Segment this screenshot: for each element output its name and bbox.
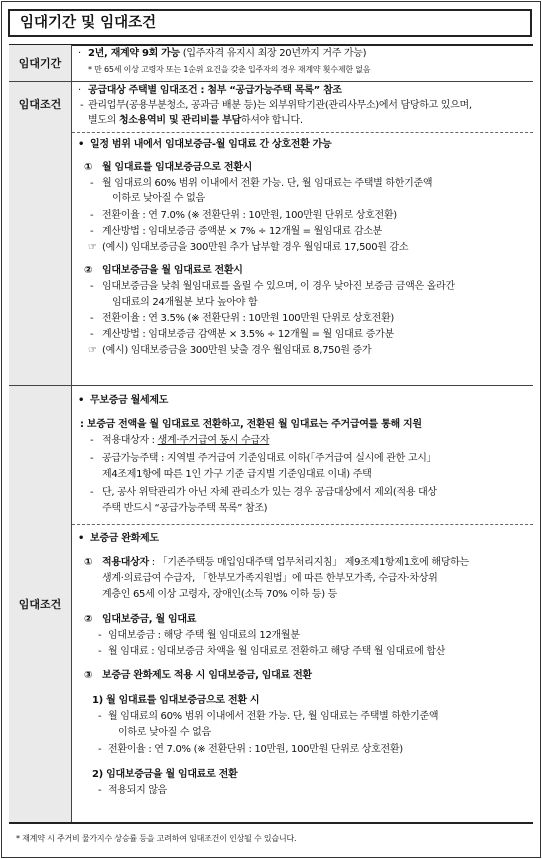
dash: - — [90, 178, 94, 189]
condition-label-2: 임대조건 — [9, 386, 71, 822]
sec2-line-3: 계산방법 : 임대보증금 감액분 × 3.5% ÷ 12개월 = 월 임대료 증가분 — [102, 329, 394, 340]
sec1-line-3: 계산방법 : 임대보증금 증액분 × 7% ÷ 12개월 = 월임대료 감소분 — [102, 226, 383, 237]
dash: - — [90, 226, 94, 237]
dash: - — [90, 487, 94, 498]
relief-b-title: 임대보증금, 월 임대료 — [102, 614, 197, 625]
column-divider — [71, 45, 72, 822]
section-number: ② — [84, 265, 93, 276]
bullet: · — [78, 48, 81, 59]
section-1-title: 월 임대료를 임대보증금으로 전환시 — [102, 162, 252, 173]
dashed-separator — [72, 524, 533, 525]
table-bottom-border — [9, 822, 533, 824]
sec1-line-1b: 이하로 낮아질 수 없음 — [112, 193, 205, 204]
section-number: ② — [84, 614, 93, 625]
dash: - — [98, 744, 102, 755]
condition-label: 임대조건 — [9, 82, 71, 385]
section-number: ③ — [84, 670, 93, 681]
sec1-line-1: 월 임대료의 60% 범위 이내에서 전환 가능. 단, 월 임대료는 주택별 하한기준액 — [102, 178, 433, 189]
relief-c2-title: 2) 임대보증금을 월 임대료로 전환 — [92, 769, 238, 780]
dashed-separator — [72, 132, 533, 133]
sec2-line-2: 전환이율 : 연 3.5% (※ 전환단위 : 10만원 100만원 단위로 상호전환) — [102, 313, 394, 324]
supply-house-2: 제4조제1항에 따른 1인 가구 기준 급지별 기준임대료 이내) 주택 — [102, 469, 372, 480]
relief-target-3: 계층인 65세 이상 고령자, 장애인(소득 70% 이하 등) 등 — [102, 589, 338, 600]
footnote: * 재계약 시 주거비 물가지수 상승률 등을 고려하여 임대조건이 인상될 수 있습니다. — [16, 834, 297, 843]
relief-c1-2: 전환이율 : 연 7.0% (※ 전환단위 : 10만원, 100만원 단위로 상호전환) — [108, 744, 403, 755]
section-number: ① — [84, 557, 93, 568]
relief-target-2: 생계·의료급여 수급자, 「한부모가족지원법」에 따른 한부모가족, 수급자·차상위 — [102, 573, 438, 584]
bullet: · — [78, 85, 81, 96]
page-title: 임대기간 및 임대조건 — [8, 9, 532, 37]
dash: - — [90, 435, 94, 446]
relief-c1-title: 1) 월 임대료를 임대보증금으로 전환 시 — [92, 695, 260, 706]
period-label: 임대기간 — [9, 45, 71, 81]
management-line-1: 관리업무(공용부분청소, 공과금 배분 등)는 외부위탁기관(관리사무소)에서 담당하고 있으며, — [88, 100, 472, 111]
dash: - — [98, 630, 102, 641]
bullet: • — [78, 139, 85, 150]
dash: - — [98, 711, 102, 722]
relief-target-1: 적용대상자 : 「기존주택등 매입임대주택 업무처리지침」 제9조제1항제1호에 해당하는 — [102, 557, 469, 568]
period-main: 2년, 재계약 9회 가능 (입주자격 유지시 최장 20년까지 거주 가능) — [88, 48, 367, 59]
dash: - — [90, 329, 94, 340]
dash: - — [98, 646, 102, 657]
supply-condition: 공급대상 주택별 임대조건 : 첨부 “공급가능주택 목록” 참조 — [88, 85, 342, 96]
no-deposit-title: 무보증금 월세제도 — [90, 395, 169, 406]
exception-1: 단, 공사 위탁관리가 아닌 자체 관리소가 있는 경우 공급대상에서 제외(적용 대상 — [102, 487, 437, 498]
relief-title: 보증금 완화제도 — [90, 533, 159, 544]
period-note: * 만 65세 이상 고령자 또는 1순위 요건을 갖춘 입주자의 경우 재계약 횟수제한 없음 — [88, 65, 371, 74]
sec2-line-1: 임대보증금을 낮춰 월임대료를 올릴 수 있으며, 이 경우 낮아진 보증금 금액은 올라간 — [102, 281, 455, 292]
relief-c1-1: 월 임대료의 60% 범위 이내에서 전환 가능. 단, 월 임대료는 주택별 하한기준액 — [108, 711, 439, 722]
dash: - — [80, 100, 84, 111]
relief-b-1: 임대보증금 : 해당 주택 월 임대료의 12개월분 — [108, 630, 300, 641]
dash: - — [90, 210, 94, 221]
row-divider — [9, 385, 533, 386]
supply-house-1: 공급가능주택 : 지역별 주거급여 기준임대료 이하(「주거급여 실시에 관한 고시」 — [102, 453, 437, 464]
sec1-line-4: (예시) 임대보증금을 300만원 추가 납부할 경우 월임대료 17,500원 감소 — [102, 242, 409, 253]
exception-2: 주택 반드시 “공급가능주택 목록” 참조) — [102, 503, 268, 514]
section-number: ① — [84, 162, 93, 173]
bullet: • — [78, 395, 85, 406]
sec1-line-2: 전환이율 : 연 7.0% (※ 전환단위 : 10만원, 100만원 단위로 상호전환) — [102, 210, 397, 221]
sec2-line-1b: 임대료의 24개월분 보다 높아야 함 — [112, 297, 258, 308]
relief-c2-1: 적용되지 않음 — [108, 785, 168, 796]
dash: - — [90, 313, 94, 324]
bullet: • — [78, 533, 85, 544]
relief-b-2: 월 임대료 : 임대보증금 차액을 월 임대료로 전환하고 해당 주택 월 임대료에 합산 — [108, 646, 446, 657]
dash: - — [98, 785, 102, 796]
dash: - — [90, 453, 94, 464]
hand-pointer-icon: ☞ — [88, 242, 97, 253]
dash: - — [90, 281, 94, 292]
sec2-line-4: (예시) 임대보증금을 300만원 낮출 경우 월임대료 8,750원 증가 — [102, 345, 372, 356]
no-deposit-target: 적용대상자 : 생계·주거급여 동시 수급자 — [102, 435, 270, 446]
relief-c1-1b: 이하로 낮아질 수 없음 — [118, 727, 211, 738]
no-deposit-desc: : 보증금 전액을 월 임대료로 전환하고, 전환된 월 임대료는 주거급여를 통해 지원 — [80, 419, 422, 430]
management-line-2: 별도의 청소용역비 및 관리비를 부담하셔야 합니다. — [88, 115, 303, 126]
relief-c-title: 보증금 완화제도 적용 시 임대보증금, 임대료 전환 — [102, 670, 312, 681]
mutual-conversion-title: 일정 범위 내에서 임대보증금-월 임대료 간 상호전환 가능 — [90, 139, 332, 150]
section-2-title: 임대보증금을 월 임대료로 전환시 — [102, 265, 243, 276]
table-top-border — [9, 44, 533, 46]
hand-pointer-icon: ☞ — [88, 345, 97, 356]
row-divider — [9, 81, 533, 82]
